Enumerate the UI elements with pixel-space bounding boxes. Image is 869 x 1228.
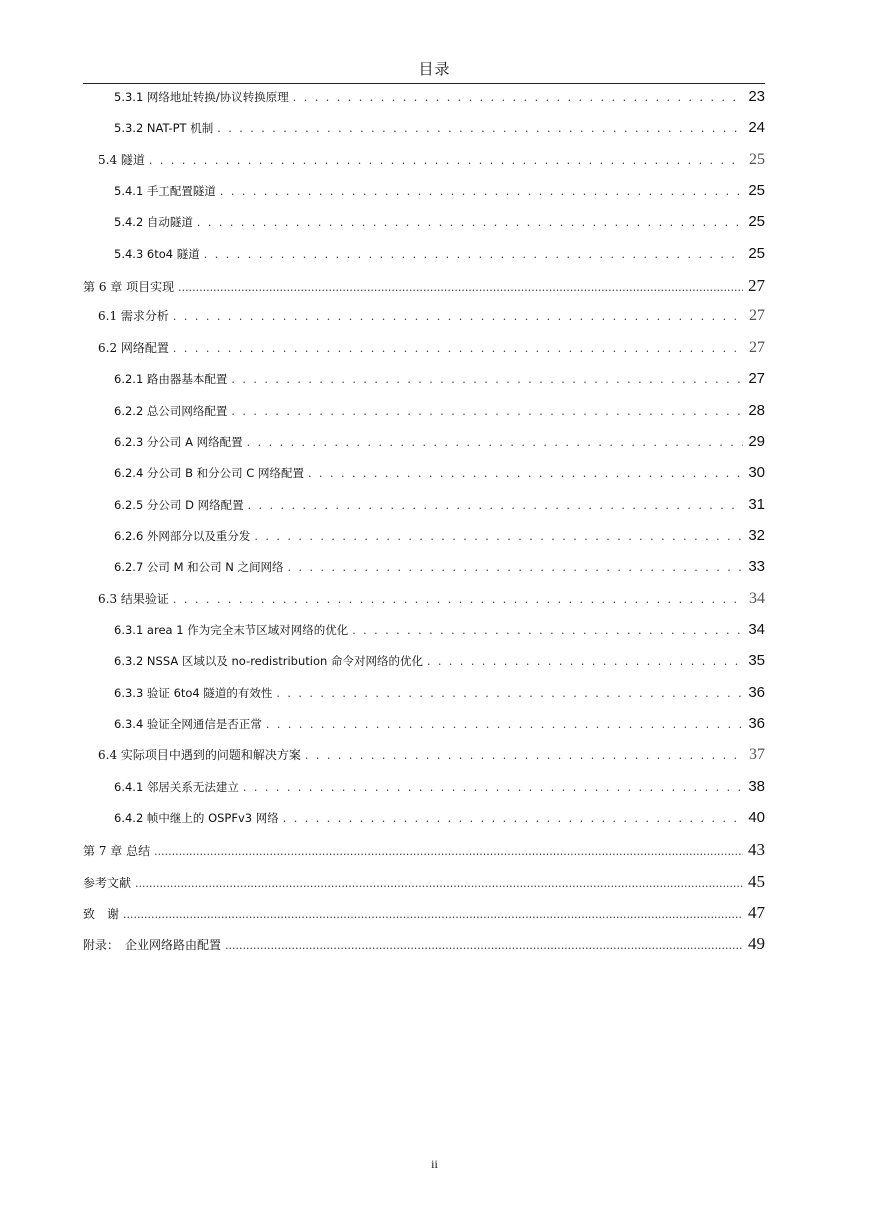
toc-entry[interactable]: [83, 872, 765, 894]
toc-entry[interactable]: [83, 245, 765, 267]
toc-entry-page-number: 25: [748, 182, 765, 200]
toc-dot-leader: [197, 216, 743, 229]
toc-entry-page-number: 38: [748, 777, 765, 795]
toc-entry-label: 6.2.5 分公司 D 网络配置: [114, 497, 244, 512]
toc-entry[interactable]: [83, 778, 765, 800]
toc-entry[interactable]: [83, 464, 765, 486]
toc-entry-label: 5.4 隧道: [98, 152, 145, 167]
toc-entry[interactable]: [83, 339, 765, 361]
toc-entry[interactable]: [83, 119, 765, 141]
toc-entry-label: 6.2.1 路由器基本配置: [114, 372, 228, 387]
toc-entry-page-number: 29: [748, 432, 765, 450]
toc-entry-label: 第 6 章 项目实现: [83, 280, 175, 295]
toc-entry[interactable]: [83, 621, 765, 643]
toc-entry[interactable]: [83, 496, 765, 518]
toc-entry-label: 6.2.2 总公司网络配置: [114, 403, 228, 418]
toc-entry-label: 第 7 章 总结: [83, 844, 151, 859]
toc-entry[interactable]: [83, 213, 765, 235]
toc-entry[interactable]: [83, 402, 765, 424]
toc-entry[interactable]: [83, 652, 765, 674]
toc-entry-label: 5.3.2 NAT-PT 机制: [114, 121, 214, 136]
toc-entry-page-number: 35: [748, 652, 765, 670]
toc-entry-label: 6.2.4 分公司 B 和分公司 C 网络配置: [114, 466, 304, 481]
toc-entry-label: 6.1 需求分析: [98, 309, 169, 324]
toc-dot-leader: [308, 467, 743, 480]
toc-entry-page-number: 36: [748, 715, 765, 732]
toc-entry-page-number: 33: [748, 558, 765, 576]
toc-dot-leader: [123, 908, 743, 921]
toc-entry-page-number: 40: [748, 809, 765, 827]
toc-entry-page-number: 36: [748, 683, 765, 701]
toc-entry-label: 5.4.3 6to4 隧道: [114, 246, 200, 261]
toc-entry-label: 6.4.1 邻居关系无法建立: [114, 779, 239, 794]
toc-entry-label: 附录： 企业网络路由配置: [83, 938, 222, 953]
toc-dot-leader: [135, 877, 743, 890]
toc-dot-leader: [293, 91, 743, 104]
toc-entry[interactable]: [83, 590, 765, 612]
toc-dot-leader: [217, 122, 743, 135]
toc-entry-label: 5.3.1 网络地址转换/协议转换原理: [114, 90, 289, 104]
toc-entry[interactable]: [83, 527, 765, 549]
toc-dot-leader: [248, 499, 743, 512]
toc-entry[interactable]: [83, 151, 765, 173]
toc-entry-label: 6.4.2 帧中继上的 OSPFv3 网络: [114, 811, 279, 826]
toc-entry-page-number: 25: [749, 150, 765, 168]
toc-entry[interactable]: [83, 715, 765, 737]
page-header-title: 目录: [418, 60, 451, 78]
toc-dot-leader: [288, 561, 743, 574]
toc-dot-leader: [173, 593, 743, 606]
toc-entry[interactable]: [83, 307, 765, 329]
toc-entry-label: 致 谢: [83, 907, 120, 922]
toc-entry[interactable]: [83, 276, 765, 298]
toc-entry-label: 6.4 实际项目中遇到的问题和解决方案: [98, 748, 301, 763]
toc-entry[interactable]: [83, 934, 765, 956]
toc-entry[interactable]: [83, 88, 765, 110]
toc-dot-leader: [352, 624, 743, 637]
toc-entry-page-number: 27: [749, 307, 765, 325]
header-divider: [83, 83, 765, 84]
toc-entry-page-number: 43: [748, 840, 765, 860]
toc-entry-page-number: 32: [748, 526, 765, 544]
toc-dot-leader: [231, 405, 743, 418]
toc-entry[interactable]: [83, 684, 765, 706]
toc-entry-page-number: 45: [748, 871, 765, 891]
toc-entry-label: 6.3.4 验证全网通信是否正常: [114, 717, 262, 731]
toc-entry-label: 6.2.6 外网部分以及重分发: [114, 528, 251, 543]
toc-dot-leader: [283, 812, 743, 825]
toc-entry-label: 5.4.2 自动隧道: [114, 215, 193, 230]
toc-entry-page-number: 28: [748, 401, 765, 419]
toc-entry-page-number: 47: [748, 903, 765, 923]
toc-dot-leader: [220, 185, 743, 198]
toc-entry-page-number: 24: [748, 119, 765, 137]
toc-entry-page-number: 37: [749, 746, 765, 764]
toc-dot-leader: [173, 342, 743, 355]
toc-dot-leader: [178, 281, 743, 294]
toc-entry-label: 6.3.2 NSSA 区域以及 no-redistribution 命令对网络的优化: [114, 654, 423, 669]
toc-entry-label: 6.2.3 分公司 A 网络配置: [114, 434, 243, 449]
toc-entry-page-number: 30: [748, 464, 765, 482]
toc-dot-leader: [225, 939, 743, 952]
toc-dot-leader: [276, 687, 743, 700]
toc-entry-page-number: 25: [748, 244, 765, 262]
toc-entry[interactable]: [83, 370, 765, 392]
page-number: ii: [431, 1157, 438, 1171]
toc-entry-page-number: 25: [748, 213, 765, 231]
toc-entry-page-number: 34: [748, 620, 765, 638]
toc-entry-label: 5.4.1 手工配置隧道: [114, 184, 216, 199]
toc-entry-page-number: 34: [749, 589, 765, 607]
toc-dot-leader: [427, 655, 743, 668]
toc-dot-leader: [204, 248, 743, 261]
toc-entry-label: 6.2.7 公司 M 和公司 N 之间网络: [114, 560, 284, 575]
toc-dot-leader: [173, 310, 743, 323]
toc-entry-label: 参考文献: [83, 875, 132, 890]
toc-dot-leader: [305, 749, 743, 762]
toc-entry[interactable]: [83, 903, 765, 925]
toc-entry-label: 6.2 网络配置: [98, 340, 169, 355]
toc-entry-page-number: 27: [749, 338, 765, 356]
toc-entry-page-number: 27: [748, 370, 765, 388]
toc-entry[interactable]: [83, 558, 765, 580]
toc-entry-label: 6.3.1 area 1 作为完全末节区域对网络的优化: [114, 622, 349, 637]
toc-entry-page-number: 27: [748, 276, 765, 296]
toc-dot-leader: [247, 436, 743, 449]
toc-entry-page-number: 23: [748, 88, 765, 105]
toc-dot-leader: [254, 530, 743, 543]
toc-entry-label: 6.3.3 验证 6to4 隧道的有效性: [114, 685, 273, 700]
toc-entry[interactable]: [83, 433, 765, 455]
toc-entry[interactable]: [83, 182, 765, 204]
toc-dot-leader: [266, 718, 743, 731]
toc-dot-leader: [154, 845, 743, 858]
toc-dot-leader: [231, 373, 743, 386]
toc-entry-label: 6.3 结果验证: [98, 591, 169, 606]
toc-entry-page-number: 49: [748, 934, 765, 954]
toc-entry[interactable]: [83, 746, 765, 768]
toc-entry[interactable]: [83, 809, 765, 831]
toc-entry[interactable]: [83, 840, 765, 862]
toc-dot-leader: [243, 781, 743, 794]
toc-dot-leader: [149, 154, 743, 167]
toc-entry-page-number: 31: [748, 495, 765, 513]
